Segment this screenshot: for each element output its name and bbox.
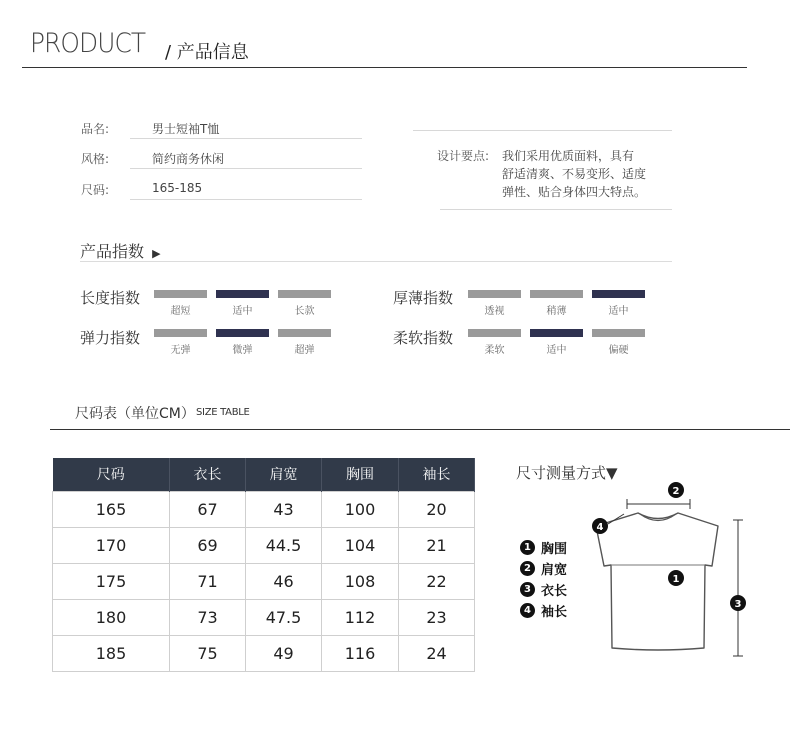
info-label-name: 品名:: [81, 122, 110, 136]
index-option-label: 适中: [232, 306, 253, 317]
index-bar-selected: [216, 329, 269, 337]
table-header-cell: 尺码: [53, 458, 170, 491]
index-option-label: 稍薄: [546, 306, 567, 317]
size-table-title-en: SIZE TABLE: [196, 407, 250, 418]
table-cell: 170: [53, 527, 170, 563]
table-cell: 22: [399, 563, 475, 599]
table-cell: 165: [53, 491, 170, 527]
legend-item-sleeve: [520, 601, 567, 620]
table-cell: 180: [53, 599, 170, 635]
table-cell: 21: [399, 527, 475, 563]
number-badge-icon: 1: [520, 540, 535, 555]
design-text: [502, 147, 672, 201]
size-table-title: 尺码表（单位CM）: [75, 406, 195, 422]
table-cell: 71: [170, 563, 246, 599]
table-cell: 112: [322, 599, 399, 635]
size-table-divider: [50, 429, 790, 430]
legend-label: 袖长: [541, 605, 568, 620]
index-title: [80, 239, 161, 262]
legend-label: 肩宽: [541, 563, 568, 578]
size-table: [52, 458, 475, 672]
index-option-label: 长款: [294, 306, 315, 317]
index-option-label: 无弹: [170, 345, 191, 356]
design-divider-top: [413, 130, 672, 131]
legend-label: 衣长: [541, 584, 568, 599]
info-value-name: 男士短袖T恤: [152, 122, 220, 136]
table-cell: 104: [322, 527, 399, 563]
index-option-label: 微弹: [232, 345, 253, 356]
info-label-style: 风格:: [81, 152, 110, 166]
design-line: 弹性、贴合身体四大特点。: [502, 185, 647, 199]
table-header-cell: 袖长: [399, 458, 475, 491]
index-bar: [530, 290, 583, 298]
index-name: 弹力指数: [80, 329, 141, 347]
design-line: 我们采用优质面料，具有: [502, 149, 635, 163]
table-row: [53, 635, 475, 671]
legend-item-length: [520, 580, 567, 599]
index-option-label: 超短: [170, 306, 191, 317]
svg-text:4: 4: [596, 522, 604, 533]
header-title-en: PRODUCT: [30, 28, 146, 59]
index-bar: [278, 290, 331, 298]
marker-chest: [668, 570, 684, 586]
table-header-cell: 肩宽: [246, 458, 322, 491]
marker-sleeve: [592, 518, 608, 534]
table-cell: 20: [399, 491, 475, 527]
index-bar-selected: [592, 290, 645, 298]
table-cell: 44.5: [246, 527, 322, 563]
index-bar: [468, 329, 521, 337]
table-row: [53, 599, 475, 635]
table-cell: 46: [246, 563, 322, 599]
header-title-cn: / 产品信息: [165, 42, 249, 63]
header-divider: [22, 67, 747, 68]
index-name: 厚薄指数: [393, 289, 454, 307]
table-header-row: [53, 458, 475, 491]
index-bar-selected: [216, 290, 269, 298]
table-cell: 116: [322, 635, 399, 671]
index-bar: [154, 290, 207, 298]
table-cell: 100: [322, 491, 399, 527]
table-row: [53, 527, 475, 563]
design-line: 舒适清爽、不易变形、适度: [502, 167, 647, 181]
index-name: 柔软指数: [393, 329, 454, 347]
index-bar-selected: [530, 329, 583, 337]
legend-item-shoulder: [520, 559, 567, 578]
table-cell: 69: [170, 527, 246, 563]
legend-item-chest: [520, 538, 567, 557]
index-bar: [592, 329, 645, 337]
table-header-cell: 胸围: [322, 458, 399, 491]
triangle-right-icon: ▶: [152, 247, 161, 260]
index-divider: [80, 261, 672, 262]
info-divider: [130, 138, 362, 139]
measure-title: 尺寸测量方式▼: [516, 464, 618, 482]
svg-text:2: 2: [672, 486, 680, 497]
info-label-size: 尺码:: [81, 183, 110, 197]
number-badge-icon: 3: [520, 582, 535, 597]
marker-shoulder: [668, 482, 684, 498]
index-option-label: 偏硬: [608, 345, 629, 356]
index-name: 长度指数: [80, 289, 141, 307]
table-cell: 108: [322, 563, 399, 599]
index-option-label: 超弹: [294, 345, 315, 356]
index-option-label: 柔软: [484, 345, 505, 356]
table-cell: 47.5: [246, 599, 322, 635]
info-value-style: 简约商务休闲: [152, 152, 225, 166]
tshirt-diagram: [580, 480, 750, 670]
info-divider: [130, 168, 362, 169]
design-label: 设计要点:: [437, 149, 490, 163]
table-header-cell: 衣长: [170, 458, 246, 491]
index-title-text: 产品指数: [80, 242, 145, 261]
design-divider-bottom: [440, 209, 672, 210]
info-divider: [130, 199, 362, 200]
table-row: [53, 563, 475, 599]
tshirt-outline-icon: [596, 513, 718, 650]
index-option-label: 适中: [546, 345, 567, 356]
table-cell: 23: [399, 599, 475, 635]
info-value-size: 165-185: [152, 181, 203, 195]
index-bar: [468, 290, 521, 298]
index-option-label: 透视: [484, 306, 505, 317]
marker-length: [730, 595, 746, 611]
table-cell: 24: [399, 635, 475, 671]
number-badge-icon: 4: [520, 603, 535, 618]
table-cell: 175: [53, 563, 170, 599]
table-cell: 67: [170, 491, 246, 527]
svg-text:1: 1: [672, 574, 680, 585]
table-row: [53, 491, 475, 527]
table-cell: 73: [170, 599, 246, 635]
table-cell: 49: [246, 635, 322, 671]
index-bar: [278, 329, 331, 337]
index-option-label: 适中: [608, 306, 629, 317]
index-bar: [154, 329, 207, 337]
legend-label: 胸围: [541, 542, 568, 557]
svg-text:3: 3: [734, 599, 742, 610]
table-cell: 75: [170, 635, 246, 671]
table-cell: 185: [53, 635, 170, 671]
number-badge-icon: 2: [520, 561, 535, 576]
table-cell: 43: [246, 491, 322, 527]
